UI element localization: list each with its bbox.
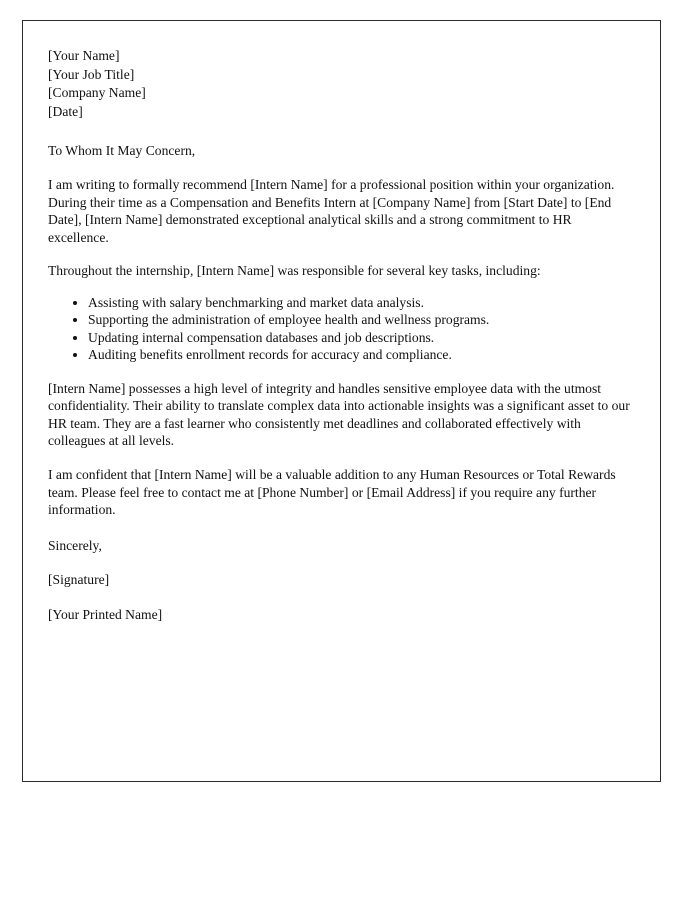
letterhead-sender-name: [Your Name] bbox=[48, 48, 120, 63]
list-item: • Supporting the administration of employee health and wellness programs. bbox=[88, 311, 634, 328]
signature-placeholder: [Signature] bbox=[48, 572, 110, 588]
paragraph-closing: I am confident that [Intern Name] will be a valuable addition to any Human Resources or Total Rewards team. Please feel free to contact me at [Phone Number] or [Email Address] if you require any further information. bbox=[48, 466, 616, 518]
closing-phrase: Sincerely, bbox=[48, 537, 102, 553]
letterhead-job-title: [Your Job Title] bbox=[48, 66, 135, 82]
paragraph-intro: I am writing to formally recommend [Intern Name] for a professional position within your organization. During their time as a Compensation and Benefits Intern at [Company Name] from [Start Date] to [End Date], [Intern Name] demonstrated exceptional analytical skills and a strong commitment to HR excellence. bbox=[48, 176, 615, 245]
letter-body bbox=[48, 47, 634, 624]
letterhead-company-name: [Company Name] bbox=[48, 85, 146, 101]
letterhead-date: [Date] bbox=[48, 103, 83, 119]
letter-page-frame bbox=[22, 20, 661, 782]
task-list bbox=[48, 294, 634, 364]
list-item: • Auditing benefits enrollment records for accuracy and compliance. bbox=[88, 346, 634, 363]
list-item: • Assisting with salary benchmarking and market data analysis. bbox=[88, 294, 634, 311]
paragraph-list-lead-in: Throughout the internship, [Intern Name] was responsible for several key tasks, including: bbox=[48, 263, 541, 279]
printed-name-placeholder: [Your Printed Name] bbox=[48, 606, 163, 622]
list-item: • Updating internal compensation databases and job descriptions. bbox=[88, 329, 634, 346]
salutation: To Whom It May Concern, bbox=[48, 143, 196, 159]
paragraph-qualities: [Intern Name] possesses a high level of integrity and handles sensitive employee data with the utmost confidentiality. Their ability to translate complex data into actionable insights was a significant asset to our HR team. They are a fast learner who consistently met deadlines and collaborated effectively with colleagues at all levels. bbox=[48, 380, 630, 449]
letterhead-block bbox=[48, 47, 634, 121]
